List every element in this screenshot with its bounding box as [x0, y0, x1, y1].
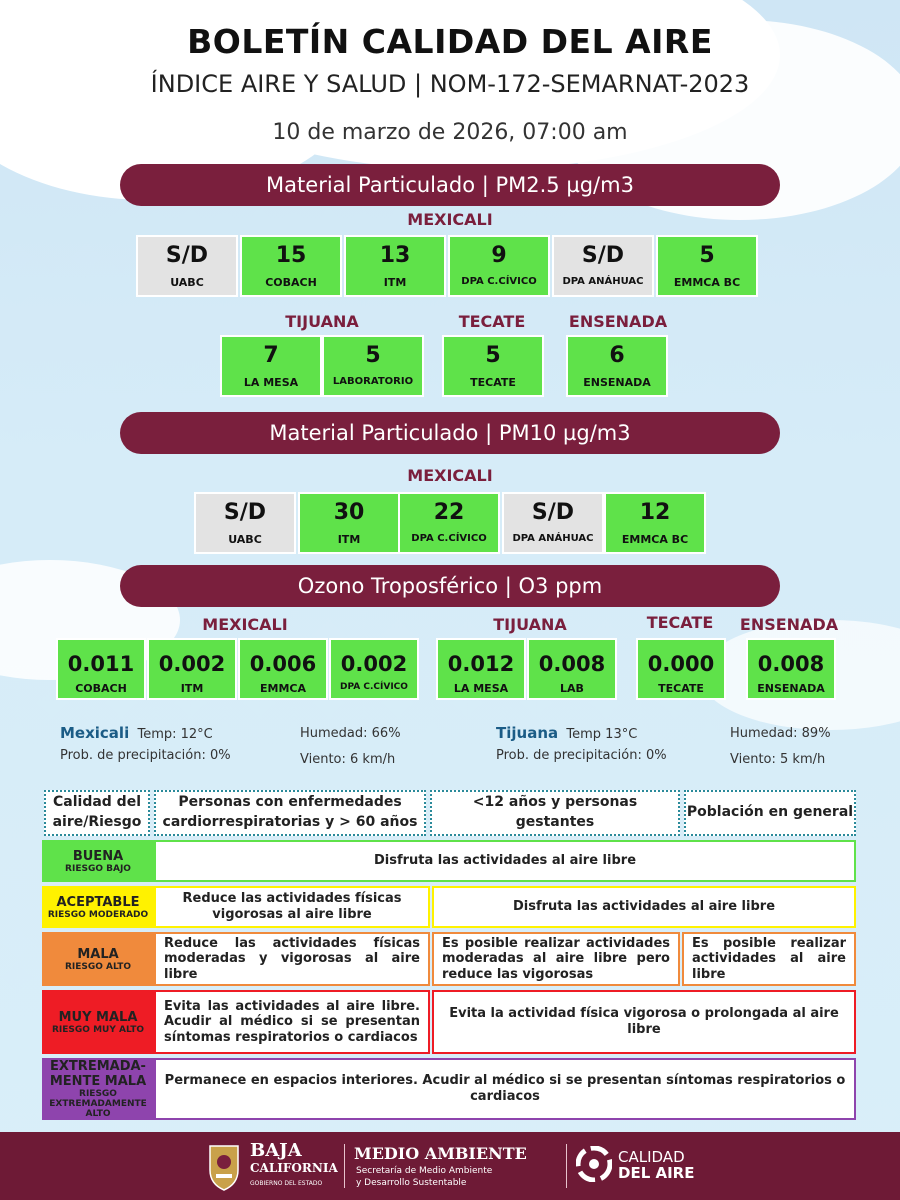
- weather-temp: Temp 13°C: [566, 727, 638, 742]
- calidad-aire-logo-icon: [576, 1146, 612, 1182]
- o3-mexicali-label: MEXICALI: [202, 615, 288, 634]
- pm25-banner: Material Particulado | PM2.5 µg/m3: [120, 164, 780, 206]
- station-value: 0.008: [757, 652, 825, 676]
- pm10-banner: Material Particulado | PM10 µg/m3: [120, 412, 780, 454]
- baja-california-seal-icon: [206, 1140, 242, 1192]
- o3-banner: Ozono Troposférico | O3 ppm: [120, 565, 780, 607]
- footer-bc-line3: GOBIERNO DEL ESTADO: [250, 1180, 323, 1187]
- station-value: S/D: [531, 500, 575, 525]
- weather-mexicali-precip: Prob. de precipitación: 0%: [60, 748, 231, 763]
- weather-temp: Temp: 12°C: [137, 727, 213, 742]
- pm25-station-ensenada: [566, 335, 668, 397]
- risk-level-extremadamente-mala: [42, 1058, 154, 1120]
- station-name: EMMCA: [260, 682, 306, 695]
- pm10-station-civico: [398, 492, 500, 554]
- pm25-station-cobach: [240, 235, 342, 297]
- o3-station-lab: [527, 638, 617, 700]
- risk-level-muy-mala: [42, 990, 154, 1054]
- table-header-general: Población en general: [684, 790, 856, 836]
- page-subtitle: ÍNDICE AIRE Y SALUD | NOM-172-SEMARNAT-2023: [150, 70, 750, 98]
- pm25-station-civico: [448, 235, 550, 297]
- risk-level-risk: RIESGO BAJO: [65, 863, 131, 874]
- risk-level-name: BUENA: [72, 848, 124, 864]
- risk-level-risk: RIESGO EXTREMADAMENTE ALTO: [49, 1089, 147, 1119]
- station-value: 5: [485, 343, 501, 368]
- station-name: UABC: [170, 276, 204, 289]
- table-header-quality: Calidad del aire/Riesgo: [44, 790, 150, 836]
- table-header-cardio: Personas con enfermedades cardiorrespiratorias y > 60 años: [154, 790, 426, 836]
- station-value: 9: [491, 243, 507, 268]
- weather-mexicali-temp: [60, 724, 213, 742]
- o3-station-itm: [147, 638, 237, 700]
- pm25-station-emmca: [656, 235, 758, 297]
- station-name: LA MESA: [453, 682, 509, 695]
- station-name: ITM: [383, 276, 407, 289]
- station-name: ITM: [180, 682, 204, 695]
- station-value: 15: [275, 243, 307, 268]
- weather-tijuana-precip: Prob. de precipitación: 0%: [496, 748, 667, 763]
- station-value: 12: [639, 500, 671, 525]
- page-title: BOLETÍN CALIDAD DEL AIRE: [187, 22, 713, 61]
- pm25-mexicali-label: MEXICALI: [407, 210, 493, 229]
- o3-tecate-label: TECATE: [646, 613, 714, 632]
- pm10-station-itm: [298, 492, 400, 554]
- station-name: COBACH: [265, 276, 317, 289]
- station-value: 0.012: [447, 652, 515, 676]
- station-value: 5: [365, 343, 381, 368]
- risk-advice-muy-mala-others: Evita la actividad física vigorosa o prolongada al aire libre: [432, 990, 856, 1054]
- risk-advice-muy-mala-cardio: Evita las actividades al aire libre. Acudir al médico si se presentan síntomas respiratorios o cardiacos: [154, 990, 430, 1054]
- pm25-station-uabc: [136, 235, 238, 297]
- risk-advice-buena: Disfruta las actividades al aire libre: [154, 840, 856, 882]
- station-value: 0.002: [340, 652, 408, 676]
- station-name: LAB: [560, 682, 584, 695]
- station-value: S/D: [223, 500, 267, 525]
- risk-level-name: EXTREMADA-MENTE MALA: [49, 1059, 147, 1089]
- footer-divider: [566, 1144, 567, 1188]
- weather-tijuana-temp: [496, 724, 637, 742]
- weather-tijuana-humidity: Humedad: 89%: [730, 726, 831, 741]
- weather-tijuana-wind: Viento: 5 km/h: [730, 752, 826, 767]
- risk-advice-extremadamente-mala: Permanece en espacios interiores. Acudir al médico si se presentan síntomas respiratorios o cardiacos: [154, 1058, 856, 1120]
- footer-medio-ambiente-sub2: y Desarrollo Sustentable: [356, 1178, 467, 1188]
- footer-divider: [344, 1144, 345, 1188]
- pm25-tecate-label: TECATE: [458, 312, 526, 331]
- station-value: 13: [379, 243, 411, 268]
- risk-advice-aceptable-cardio: Reduce las actividades físicas vigorosas al aire libre: [154, 886, 430, 928]
- pm25-ensenada-label: ENSENADA: [568, 312, 668, 331]
- o3-tijuana-label: TIJUANA: [493, 615, 567, 634]
- station-value: 6: [609, 343, 625, 368]
- station-value: 0.000: [647, 652, 715, 676]
- footer-bc-line2: CALIFORNIA: [250, 1161, 338, 1175]
- risk-level-risk: RIESGO ALTO: [64, 961, 132, 972]
- risk-level-mala: [42, 932, 154, 986]
- weather-city: Tijuana: [496, 724, 559, 742]
- risk-level-risk: RIESGO MODERADO: [47, 909, 149, 920]
- o3-station-civico: [329, 638, 419, 700]
- station-name: COBACH: [75, 682, 127, 695]
- weather-mexicali-humidity: Humedad: 66%: [300, 726, 401, 741]
- risk-level-risk: RIESGO MUY ALTO: [52, 1024, 144, 1035]
- pm10-station-anahuac: [502, 492, 604, 554]
- station-value: 0.006: [249, 652, 317, 676]
- station-name: LABORATORIO: [332, 376, 414, 387]
- station-value: 0.011: [67, 652, 135, 676]
- pm10-station-uabc: [194, 492, 296, 554]
- risk-level-aceptable: [42, 886, 154, 928]
- o3-station-tecate: [636, 638, 726, 700]
- risk-advice-aceptable-others: Disfruta las actividades al aire libre: [432, 886, 856, 928]
- o3-station-emmca: [238, 638, 328, 700]
- pm25-station-laboratorio: [322, 335, 424, 397]
- pm25-station-anahuac: [552, 235, 654, 297]
- station-name: DPA ANÁHUAC: [562, 276, 644, 287]
- station-name: ENSENADA: [583, 376, 651, 389]
- risk-advice-mala-cardio: Reduce las actividades físicas moderadas y vigorosas al aire libre: [154, 932, 430, 986]
- station-value: 0.002: [158, 652, 226, 676]
- station-value: 5: [699, 243, 715, 268]
- o3-station-ensenada: [746, 638, 836, 700]
- risk-level-name: MALA: [77, 946, 119, 962]
- station-name: DPA C.CÍVICO: [340, 682, 408, 692]
- station-value: S/D: [581, 243, 625, 268]
- risk-level-name: ACEPTABLE: [56, 894, 140, 910]
- station-name: ENSENADA: [757, 682, 825, 695]
- risk-level-name: MUY MALA: [58, 1009, 138, 1025]
- station-name: ITM: [337, 533, 361, 546]
- station-value: 7: [263, 343, 279, 368]
- risk-advice-mala-children: Es posible realizar actividades moderadas al aire libre pero reduce las vigorosas: [432, 932, 680, 986]
- station-name: UABC: [228, 533, 262, 546]
- pm10-station-emmca: [604, 492, 706, 554]
- pm25-station-la-mesa: [220, 335, 322, 397]
- footer-medio-ambiente-title: MEDIO AMBIENTE: [354, 1144, 527, 1163]
- station-name: DPA C.CÍVICO: [461, 276, 537, 287]
- o3-station-cobach: [56, 638, 146, 700]
- o3-station-la-mesa: [436, 638, 526, 700]
- station-name: EMMCA BC: [621, 533, 689, 546]
- station-name: EMMCA BC: [673, 276, 741, 289]
- station-name: TECATE: [470, 376, 516, 389]
- station-name: DPA C.CÍVICO: [411, 533, 487, 544]
- risk-advice-mala-general: Es posible realizar actividades al aire libre: [682, 932, 856, 986]
- weather-mexicali-wind: Viento: 6 km/h: [300, 752, 396, 767]
- station-name: LA MESA: [243, 376, 299, 389]
- table-header-children: <12 años y personas gestantes: [430, 790, 680, 836]
- footer-bc-line1: BAJA: [250, 1140, 302, 1161]
- station-name: DPA ANÁHUAC: [512, 533, 594, 544]
- pm25-tijuana-label: TIJUANA: [285, 312, 359, 331]
- station-value: S/D: [165, 243, 209, 268]
- pm25-station-itm: [344, 235, 446, 297]
- weather-city: Mexicali: [60, 724, 130, 742]
- pm10-mexicali-label: MEXICALI: [407, 466, 493, 485]
- station-value: 22: [433, 500, 465, 525]
- station-name: TECATE: [658, 682, 704, 695]
- footer-calidad-line1: CALIDAD: [618, 1148, 685, 1166]
- bulletin-date: 10 de marzo de 2026, 07:00 am: [272, 120, 628, 145]
- footer-medio-ambiente-sub1: Secretaría de Medio Ambiente: [356, 1166, 493, 1176]
- station-value: 0.008: [538, 652, 606, 676]
- o3-ensenada-label: ENSENADA: [739, 615, 839, 634]
- pm25-station-tecate: [442, 335, 544, 397]
- risk-level-buena: [42, 840, 154, 882]
- station-value: 30: [333, 500, 365, 525]
- footer-calidad-line2: DEL AIRE: [618, 1164, 695, 1182]
